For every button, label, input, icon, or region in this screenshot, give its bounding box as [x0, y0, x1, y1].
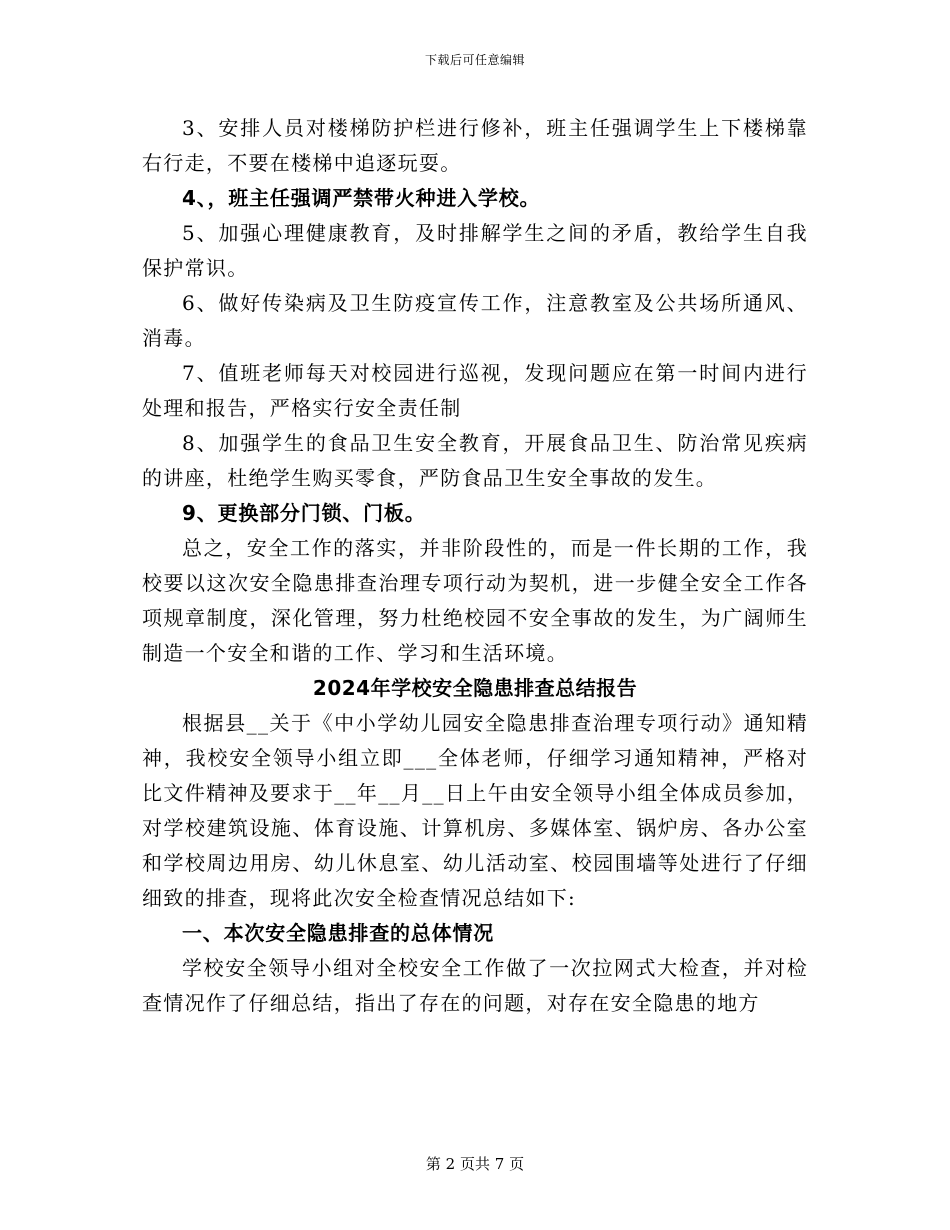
paragraph-item-7: 7、值班老师每天对校园进行巡视，发现问题应在第一时间内进行处理和报告，严格实行安全责任制 — [142, 361, 808, 420]
paragraph-item-9: 9、更换部分门锁、门板。 — [182, 501, 426, 525]
section-heading-1: 一、本次安全隐患排查的总体情况 — [182, 921, 494, 945]
page-footer: 第 2 页共 7 页 — [425, 1155, 525, 1173]
paragraph-item-4: 4、，班主任强调严禁带火种进入学校。 — [182, 186, 541, 210]
paragraph-item-8: 8、加强学生的食品卫生安全教育，开展食品卫生、防治常见疾病的讲座，杜绝学生购买零食，严防食品卫生安全事故的发生。 — [142, 431, 808, 490]
paragraph-item-3: 3、安排人员对楼梯防护栏进行修补，班主任强调学生上下楼梯靠右行走，不要在楼梯中追逐玩耍。 — [142, 116, 808, 175]
document-body — [142, 111, 808, 1021]
paragraph-overview: 学校安全领导小组对全校安全工作做了一次拉网式大检查，并对检查情况作了仔细总结，指出了存在的问题，对存在安全隐患的地方 — [142, 956, 808, 1015]
page-header: 下载后可任意编辑 — [424, 53, 525, 67]
paragraph-conclusion: 总之，安全工作的落实，并非阶段性的，而是一件长期的工作，我校要以这次安全隐患排查治理专项行动为契机，进一步健全安全工作各项规章制度，深化管理，努力杜绝校园不安全事故的发生，为广阔师生制造一个安全和谐的工作、学习和生活环境。 — [142, 536, 808, 665]
report-title: 2024年学校安全隐患排查总结报告 — [312, 676, 638, 700]
paragraph-intro: 根据县__关于《中小学幼儿园安全隐患排查治理专项行动》通知精神，我校安全领导小组立即___全体老师，仔细学习通知精神，严格对比文件精神及要求于__年__月__日上午由安全领导小组全体成员参加，对学校建筑设施、体育设施、计算机房、多媒体室、锅炉房、各办公室和学校周边用房、幼儿休息室、幼儿活动室、校园围墙等处进行了仔细细致的排查，现将此次安全检查情况总结如下: — [142, 711, 808, 910]
paragraph-item-6: 6、做好传染病及卫生防疫宣传工作，注意教室及公共场所通风、消毒。 — [142, 291, 808, 350]
paragraph-item-5: 5、加强心理健康教育，及时排解学生之间的矛盾，教给学生自我保护常识。 — [142, 221, 808, 280]
